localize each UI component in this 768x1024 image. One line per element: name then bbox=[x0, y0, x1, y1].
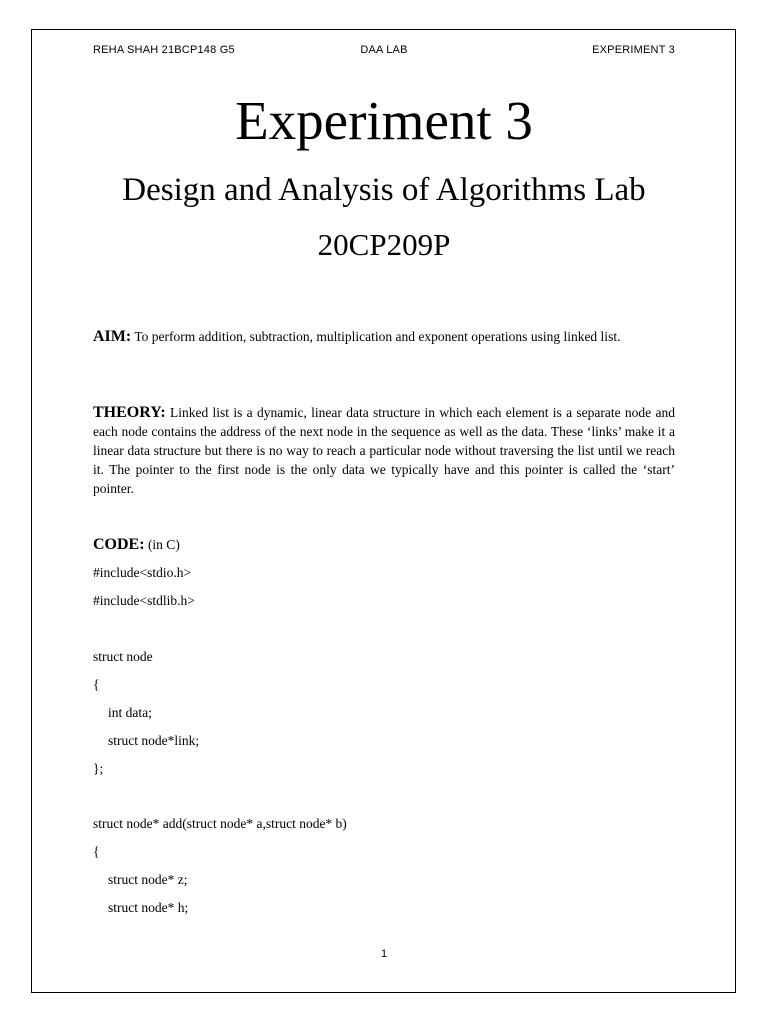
aim-section bbox=[93, 327, 675, 346]
aim-text: To perform addition, subtraction, multiplication and exponent operations using linked list. bbox=[131, 329, 621, 344]
theory-section bbox=[93, 403, 675, 498]
code-line: struct node* add(struct node* a,struct node* b) bbox=[93, 816, 347, 831]
code-heading bbox=[93, 535, 675, 554]
code-line: #include<stdio.h> bbox=[93, 565, 192, 580]
document-title: Experiment 3 bbox=[235, 90, 533, 151]
code-line: int data; bbox=[108, 705, 152, 720]
code-label: CODE: bbox=[93, 536, 145, 553]
code-language-note: (in C) bbox=[144, 537, 180, 552]
page-header bbox=[93, 44, 675, 56]
theory-label: THEORY: bbox=[93, 404, 166, 421]
header-author: REHA SHAH 21BCP148 G5 bbox=[93, 44, 235, 56]
code-line: struct node* z; bbox=[108, 872, 188, 887]
aim-label: AIM: bbox=[93, 328, 132, 345]
code-line: #include<stdlib.h> bbox=[93, 593, 195, 608]
page-number: 1 bbox=[380, 948, 388, 960]
code-line: struct node* h; bbox=[108, 900, 189, 915]
code-line: { bbox=[93, 677, 100, 692]
course-code: 20CP209P bbox=[317, 227, 451, 262]
header-course: DAA LAB bbox=[360, 44, 408, 56]
code-line: struct node*link; bbox=[108, 733, 200, 748]
code-line: struct node bbox=[93, 649, 153, 664]
document-subtitle: Design and Analysis of Algorithms Lab bbox=[122, 172, 646, 208]
code-line: }; bbox=[93, 761, 104, 776]
header-experiment: EXPERIMENT 3 bbox=[592, 44, 675, 56]
theory-text: Linked list is a dynamic, linear data structure in which each element is a separate node and each node contains the address of the next node in the sequence as well as the data. These ‘links’ make it a linear data structure but there is no way to reach a particular node without traversing the list until we reach it. The pointer to the first node is the only data we typically have and this pointer is called the ‘start’ pointer. bbox=[93, 405, 675, 496]
code-line: { bbox=[93, 844, 100, 859]
